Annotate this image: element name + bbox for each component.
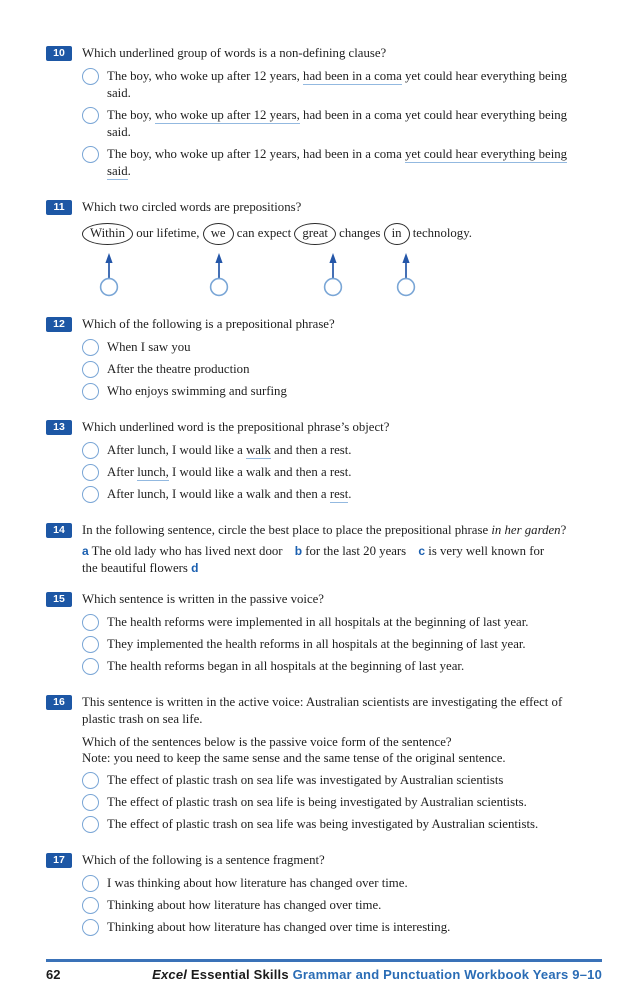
- option-text: Thinking about how literature has changed over time.: [107, 898, 382, 912]
- option-text: [107, 68, 569, 102]
- brand-excel: Excel: [152, 967, 188, 982]
- option-text: The effect of plastic trash on sea life is being investigated by Australian scientists.: [107, 795, 527, 809]
- text-segment: .: [127, 164, 131, 178]
- option-text: When I saw you: [107, 340, 191, 354]
- text-segment: had been in a coma yet could hear everything being said.: [107, 108, 568, 139]
- footer-brand: [152, 967, 602, 982]
- underlined-text: yet could hear everything being said: [107, 147, 568, 178]
- option-radio[interactable]: [82, 897, 99, 914]
- question-number-badge: 10: [46, 46, 72, 61]
- option-text: Thinking about how literature has changed over time is interesting.: [107, 920, 451, 934]
- underlined-text: who woke up after 12 years,: [154, 108, 300, 122]
- text-segment: After lunch, I would like a walk and then a: [107, 487, 330, 501]
- option-radio[interactable]: [82, 146, 99, 163]
- answer-option: [82, 816, 602, 833]
- question-number-badge: 12: [46, 317, 72, 332]
- answer-option: [82, 772, 602, 789]
- text-segment: technology.: [409, 226, 472, 240]
- option-radio[interactable]: [82, 442, 99, 459]
- question-number-badge: 16: [46, 695, 72, 710]
- option-text: I was thinking about how literature has changed over time.: [107, 876, 408, 890]
- question-prompt: Which of the following is a sentence fragment?: [82, 853, 325, 867]
- option-text: After the theatre production: [107, 362, 250, 376]
- page-number: 62: [46, 967, 61, 982]
- option-radio[interactable]: [82, 636, 99, 653]
- circled-word: Within: [82, 223, 133, 245]
- text-segment: ?: [560, 523, 567, 537]
- answer-option: [82, 361, 602, 378]
- question-16: [46, 694, 602, 838]
- question-prompt: This sentence is written in the active voice: Australian scientists are investigating the effect of plastic trash on sea life.: [82, 695, 563, 726]
- answer-marker-row: [82, 250, 602, 302]
- answer-option: [82, 875, 602, 892]
- place-marker-b[interactable]: b: [294, 544, 303, 558]
- answer-option: [82, 897, 602, 914]
- question-prompt: [82, 522, 582, 539]
- text-segment: can expect: [233, 226, 295, 240]
- text-segment: is very well known for the beautiful flowers: [82, 544, 545, 575]
- option-radio[interactable]: [82, 794, 99, 811]
- answer-option: [82, 486, 602, 503]
- answer-option: [82, 68, 602, 102]
- underlined-text: rest: [329, 487, 349, 501]
- question-number-badge: 15: [46, 592, 72, 607]
- text-segment: The boy, who woke up after 12 years,: [107, 69, 304, 83]
- text-segment: .: [348, 487, 352, 501]
- option-text: The health reforms began in all hospitals at the beginning of last year.: [107, 659, 465, 673]
- option-radio[interactable]: [82, 875, 99, 892]
- italic-text: in her garden: [491, 523, 561, 537]
- circled-words-sentence: [82, 220, 602, 246]
- option-text: The health reforms were implemented in all hospitals at the beginning of last year.: [107, 615, 529, 629]
- page-footer: [46, 959, 602, 982]
- text-segment: The boy, who woke up after 12 years, had been in a coma: [107, 147, 406, 161]
- question-14: [46, 522, 602, 577]
- answer-option: [82, 614, 602, 631]
- sub-prompt: Which of the sentences below is the passive voice form of the sentence?: [82, 735, 452, 749]
- question-prompt: Which two circled words are prepositions?: [82, 200, 302, 214]
- answer-marker-radio[interactable]: [98, 250, 120, 298]
- option-radio[interactable]: [82, 68, 99, 85]
- option-text: Who enjoys swimming and surfing: [107, 384, 287, 398]
- option-text: [107, 107, 569, 141]
- question-number-badge: 14: [46, 523, 72, 538]
- text-segment: changes: [335, 226, 384, 240]
- text-segment: our lifetime,: [133, 226, 203, 240]
- text-segment: After lunch, I would like a: [107, 443, 246, 457]
- underlined-text: had been in a coma: [303, 69, 402, 83]
- answer-option: [82, 383, 602, 400]
- answer-marker-radio[interactable]: [395, 250, 417, 298]
- question-12: [46, 316, 602, 405]
- answer-option: [82, 442, 602, 459]
- answer-marker-radio[interactable]: [208, 250, 230, 298]
- answer-option: [82, 146, 602, 180]
- question-prompt: Which underlined word is the prepositional phrase’s object?: [82, 420, 390, 434]
- question-13: [46, 419, 602, 508]
- answer-option: [82, 339, 602, 356]
- option-text: [107, 464, 352, 481]
- placement-sentence: [82, 543, 560, 577]
- circled-word: we: [203, 223, 234, 245]
- answer-option: [82, 794, 602, 811]
- brand-essential-skills: Essential Skills: [187, 967, 293, 982]
- underlined-text: lunch,: [137, 465, 169, 479]
- text-segment: In the following sentence, circle the best place to place the prepositional phrase: [82, 523, 492, 537]
- question-prompt: Which sentence is written in the passive voice?: [82, 592, 324, 606]
- circled-word: great: [294, 223, 336, 245]
- text-segment: The boy,: [107, 108, 155, 122]
- answer-option: [82, 919, 602, 936]
- option-text: [107, 486, 352, 503]
- question-10: [46, 45, 602, 185]
- option-radio[interactable]: [82, 614, 99, 631]
- place-marker-a[interactable]: a: [82, 544, 89, 558]
- option-text: The effect of plastic trash on sea life was being investigated by Australian scientists.: [107, 817, 539, 831]
- answer-option: [82, 636, 602, 653]
- place-marker-c[interactable]: c: [418, 544, 426, 558]
- question-15: [46, 591, 602, 680]
- option-radio[interactable]: [82, 816, 99, 833]
- answer-option: [82, 658, 602, 675]
- option-radio[interactable]: [82, 339, 99, 356]
- book-title: Grammar and Punctuation Workbook Years 9–10: [292, 967, 602, 982]
- answer-marker-radio[interactable]: [322, 250, 344, 298]
- option-radio[interactable]: [82, 919, 99, 936]
- text-segment: and then a rest.: [270, 443, 352, 457]
- text-segment: The old lady who has lived next door: [88, 544, 286, 558]
- text-segment: After: [107, 465, 138, 479]
- text-segment: for the last 20 years: [302, 544, 410, 558]
- underlined-text: walk: [245, 443, 271, 457]
- option-radio[interactable]: [82, 383, 99, 400]
- option-radio[interactable]: [82, 107, 99, 124]
- question-number-badge: 13: [46, 420, 72, 435]
- option-radio[interactable]: [82, 361, 99, 378]
- answer-option: [82, 107, 602, 141]
- option-radio[interactable]: [82, 658, 99, 675]
- question-prompt: Which underlined group of words is a non-defining clause?: [82, 46, 387, 60]
- option-text: They implemented the health reforms in all hospitals at the beginning of last year.: [107, 637, 526, 651]
- option-text: [107, 442, 352, 459]
- question-17: [46, 852, 602, 941]
- question-number-badge: 17: [46, 853, 72, 868]
- circled-word: in: [384, 223, 410, 245]
- question-prompt: Which of the following is a prepositional phrase?: [82, 317, 335, 331]
- option-text: [107, 146, 569, 180]
- option-radio[interactable]: [82, 772, 99, 789]
- answer-option: [82, 464, 602, 481]
- text-segment: I would like a walk and then a rest.: [168, 465, 352, 479]
- note-text: Note: you need to keep the same sense and the same tense of the original sentence.: [82, 751, 506, 765]
- place-marker-d[interactable]: d: [191, 561, 199, 575]
- option-text: The effect of plastic trash on sea life was investigated by Australian scientists: [107, 773, 504, 787]
- option-radio[interactable]: [82, 486, 99, 503]
- text-segment: yet could hear everything being said.: [107, 69, 568, 100]
- question-11: [46, 199, 602, 302]
- question-number-badge: 11: [46, 200, 72, 215]
- option-radio[interactable]: [82, 464, 99, 481]
